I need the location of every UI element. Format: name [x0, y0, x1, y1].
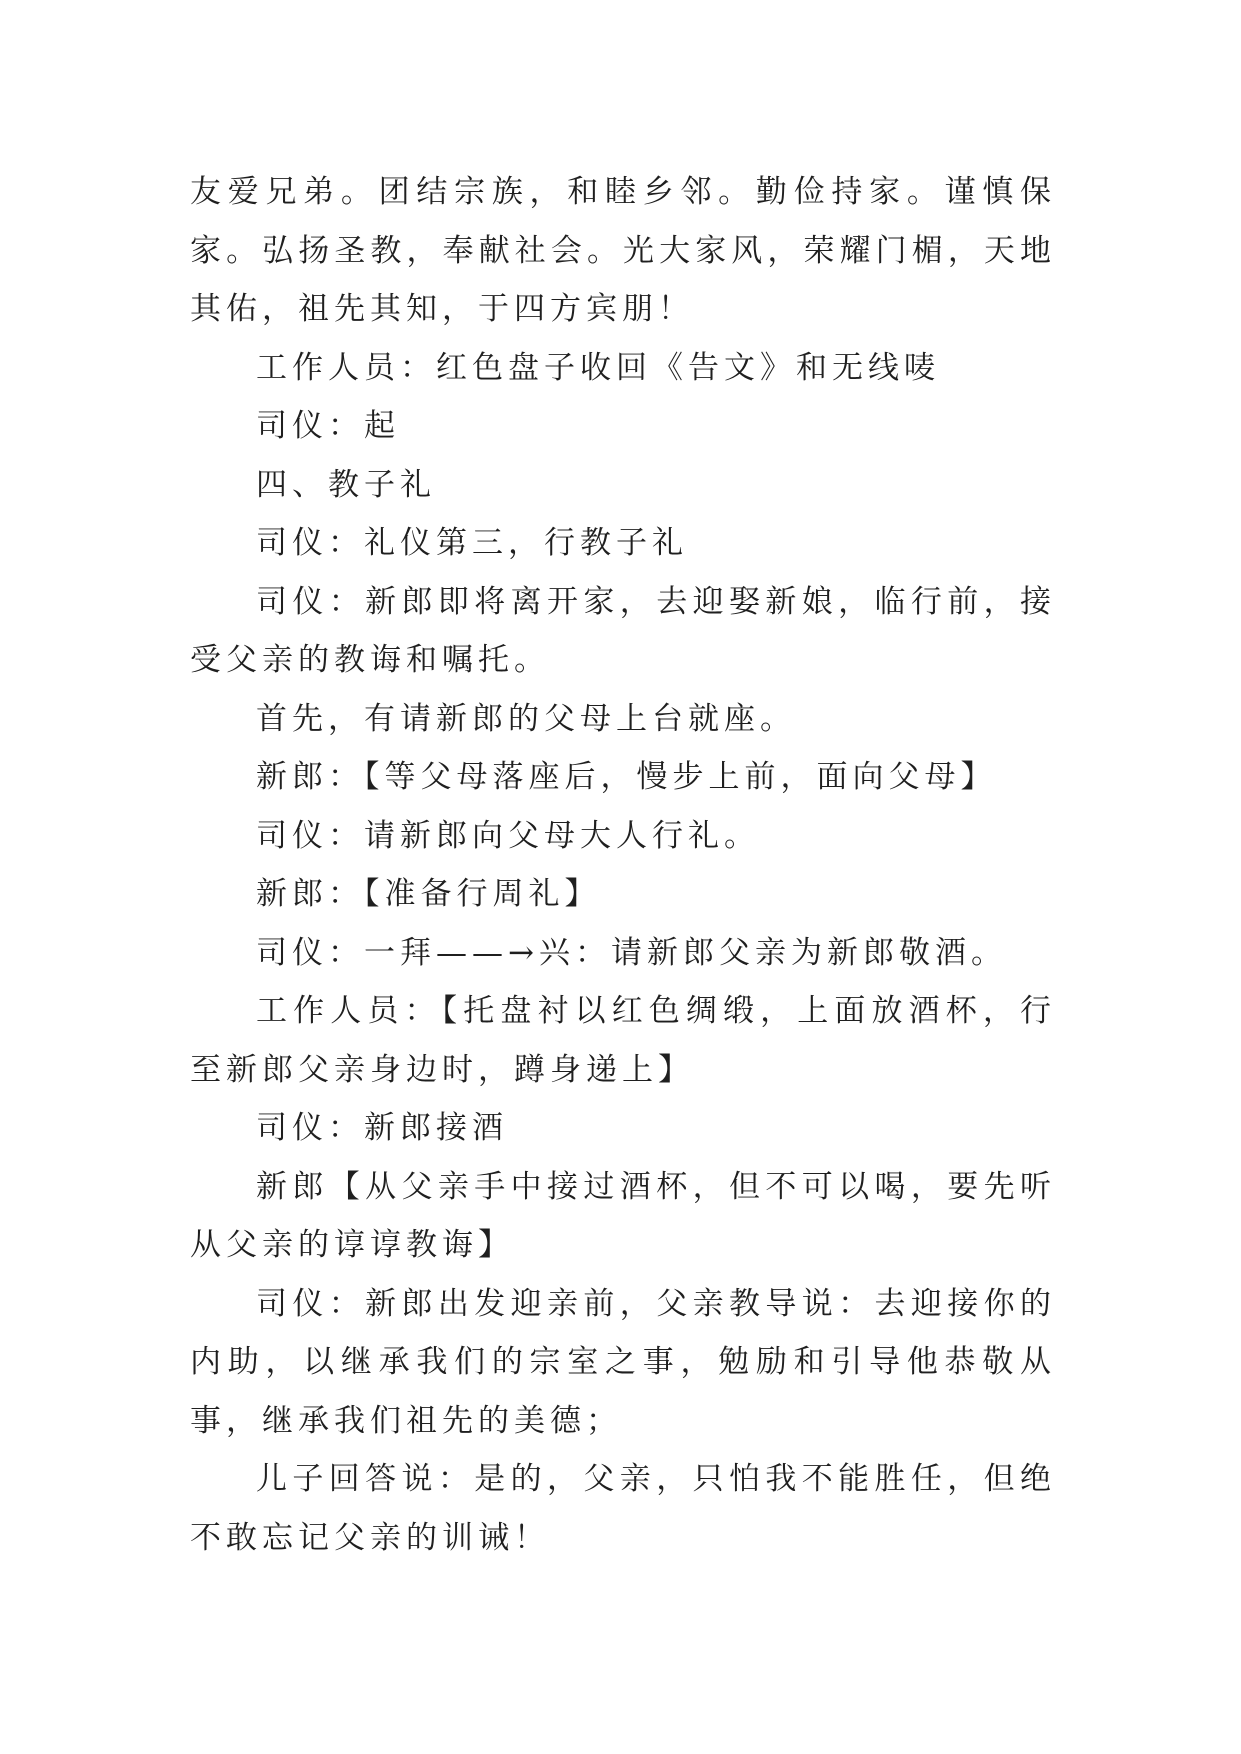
paragraph-father-teaching: 司仪：新郎出发迎亲前，父亲教导说：去迎接你的内助，以继承我们的宗室之事，勉励和引导他恭敬从事，继承我们祖先的美德； [190, 1285, 1056, 1439]
paragraph-groom-step-forward: 新郎：【等父母落座后，慢步上前，面向父母】 [256, 759, 997, 795]
document-body [190, 163, 1056, 1567]
paragraph-mc-ritual-three: 司仪：礼仪第三，行教子礼 [256, 525, 688, 561]
paragraph-staff-instruction: 工作人员：红色盘子收回《告文》和无线唛 [256, 349, 940, 386]
paragraph-mc-salute-parents: 司仪：请新郎向父母大人行礼。 [256, 817, 760, 854]
paragraph-mc-groom-leaving: 司仪：新郎即将离开家，去迎娶新娘，临行前，接受父亲的教诲和嘱托。 [190, 583, 1056, 678]
section-heading-jiaozi-li: 四、教子礼 [256, 466, 436, 503]
paragraph-invite-parents: 首先，有请新郎的父母上台就座。 [256, 700, 796, 737]
paragraph-staff-tray: 工作人员：【托盘衬以红色绸缎，上面放酒杯，行至新郎父亲身边时，蹲身递上】 [190, 993, 1056, 1088]
paragraph-son-reply: 儿子回答说：是的，父亲，只怕我不能胜任，但绝不敢忘记父亲的训诫！ [190, 1461, 1056, 1556]
paragraph-groom-take-cup: 新郎【从父亲手中接过酒杯，但不可以喝，要先听从父亲的谆谆教诲】 [190, 1168, 1056, 1263]
paragraph-mc-rise: 司仪：起 [256, 408, 400, 444]
paragraph-mc-bow-toast: 司仪：一拜——→兴：请新郎父亲为新郎敬酒。 [256, 934, 1007, 971]
paragraph-groom-zhou-li: 新郎：【准备行周礼】 [256, 876, 601, 912]
paragraph-continuation: 友爱兄弟。团结宗族，和睦乡邻。勤俭持家。谨慎保家。弘扬圣教，奉献社会。光大家风，荣耀门楣，天地其佑，祖先其知，于四方宾朋！ [190, 174, 1056, 327]
paragraph-mc-receive-wine: 司仪：新郎接酒 [256, 1110, 508, 1146]
